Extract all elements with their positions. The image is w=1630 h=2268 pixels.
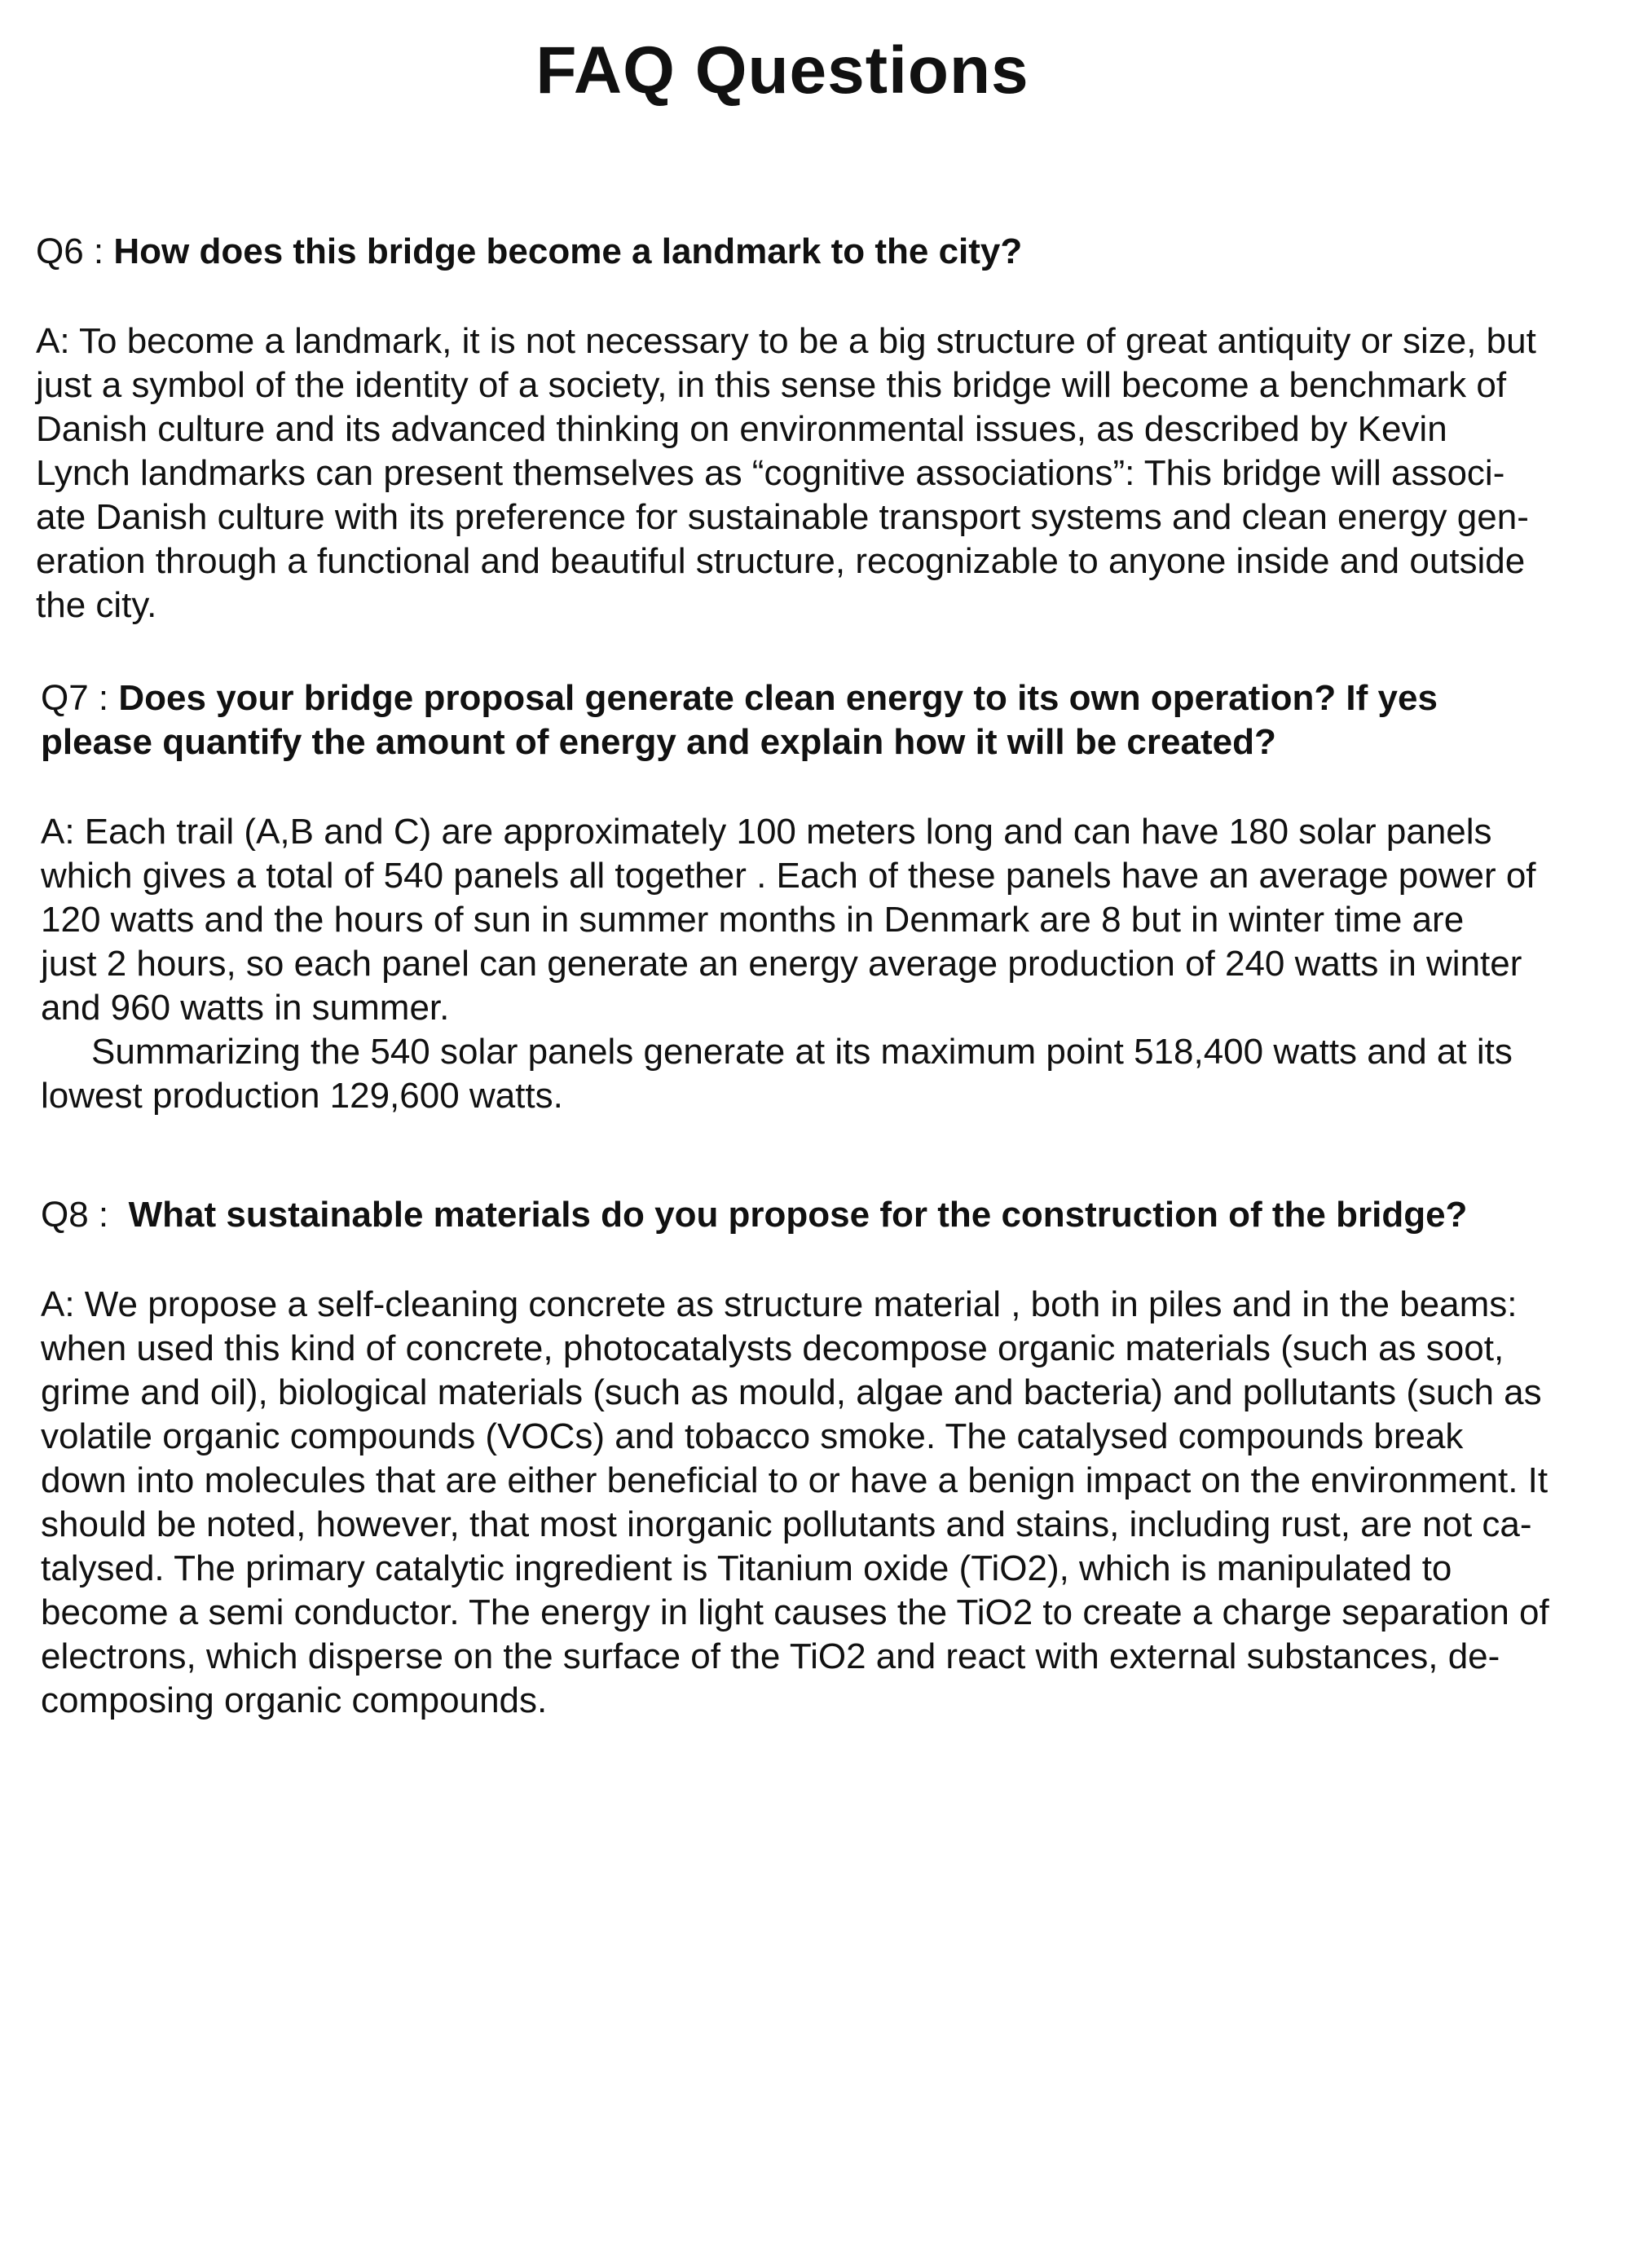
question-q7 — [41, 676, 1614, 764]
answer-line: grime and oil), biological materials (such as mould, algae and bacteria) and pollutants (such as — [41, 1372, 1542, 1412]
answer-line: the city. — [36, 585, 157, 625]
faq-item-q7 — [41, 676, 1614, 1118]
faq-item-q6 — [36, 230, 1609, 628]
answer-line: become a semi conductor. The energy in light causes the TiO2 to create a charge separation of — [41, 1592, 1549, 1632]
question-q8 — [41, 1193, 1614, 1237]
answer-line: eration through a functional and beautiful structure, recognizable to anyone inside and outside — [36, 541, 1526, 581]
question-number: Q8 : — [41, 1195, 129, 1235]
answer-line: volatile organic compounds (VOCs) and tobacco smoke. The catalysed compounds break — [41, 1416, 1464, 1456]
answer-line: should be noted, however, that most inorganic pollutants and stains, including rust, are not ca- — [41, 1504, 1532, 1544]
answer-line: composing organic compounds. — [41, 1680, 548, 1720]
answer-line: electrons, which disperse on the surface of the TiO2 and react with external substances, de- — [41, 1636, 1500, 1676]
answer-line: 120 watts and the hours of sun in summer months in Denmark are 8 but in winter time are — [41, 900, 1465, 940]
answer-line: Danish culture and its advanced thinking on environmental issues, as described by Kevin — [36, 409, 1447, 449]
answer-line: and 960 watts in summer. — [41, 988, 450, 1028]
faq-item-q8 — [41, 1193, 1614, 1723]
question-number: Q7 : — [41, 678, 119, 718]
answer-q8 — [41, 1283, 1614, 1723]
answer-line: when used this kind of concrete, photocatalysts decompose organic materials (such as soot, — [41, 1328, 1504, 1368]
answer-line: A: We propose a self-cleaning concrete as structure material , both in piles and in the beams: — [41, 1284, 1518, 1324]
answer-line: just 2 hours, so each panel can generate an energy average production of 240 watts in winter — [41, 944, 1522, 984]
answer-line: A: To become a landmark, it is not necessary to be a big structure of great antiquity or size, but — [36, 321, 1536, 361]
answer-line: ate Danish culture with its preference for sustainable transport systems and clean energy gen- — [36, 497, 1529, 537]
answer-line: Lynch landmarks can present themselves as “cognitive associations”: This bridge will associ- — [36, 453, 1505, 493]
answer-line: Summarizing the 540 solar panels generate at its maximum point 518,400 watts and at its — [91, 1032, 1513, 1072]
answer-q6 — [36, 319, 1609, 628]
answer-line: talysed. The primary catalytic ingredient is Titanium oxide (TiO2), which is manipulated to — [41, 1548, 1452, 1588]
question-text: please quantify the amount of energy and explain how it will be created? — [41, 722, 1276, 762]
question-text: How does this bridge become a landmark to the city? — [113, 231, 1023, 271]
answer-line: A: Each trail (A,B and C) are approximately 100 meters long and can have 180 solar panels — [41, 812, 1492, 852]
answer-line: down into molecules that are either beneficial to or have a benign impact on the environment. It — [41, 1460, 1548, 1500]
question-text: What sustainable materials do you propose for the construction of the bridge? — [128, 1195, 1468, 1235]
question-text: Does your bridge proposal generate clean energy to its own operation? If yes — [118, 678, 1438, 718]
question-q6 — [36, 230, 1609, 274]
answer-line: which gives a total of 540 panels all together . Each of these panels have an average power of — [41, 856, 1536, 896]
answer-q7 — [41, 810, 1614, 1118]
answer-line: lowest production 129,600 watts. — [41, 1076, 563, 1116]
page-title: FAQ Questions — [535, 33, 1029, 108]
answer-line: just a symbol of the identity of a society, in this sense this bridge will become a benchmark of — [36, 365, 1507, 405]
question-number: Q6 : — [36, 231, 114, 271]
